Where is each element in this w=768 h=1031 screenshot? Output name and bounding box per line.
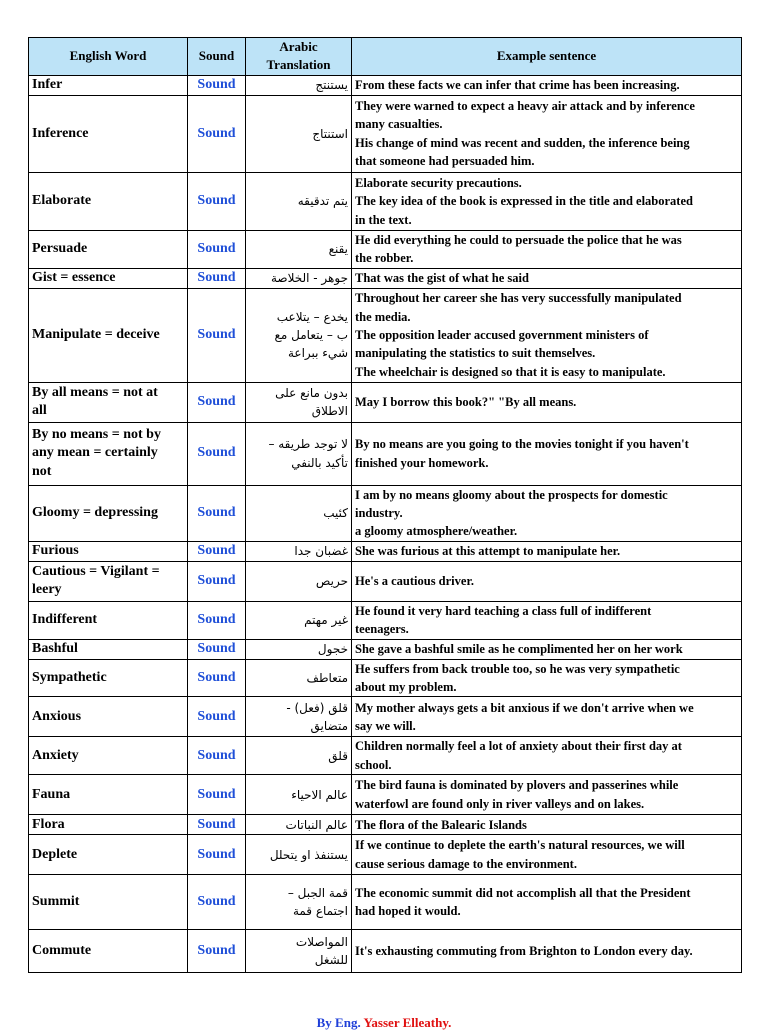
- arabic-translation-cell: [246, 875, 352, 930]
- english-word-cell: [29, 697, 188, 737]
- example-sentence-cell: [352, 268, 742, 288]
- english-word-cell-line: Elaborate: [32, 193, 92, 209]
- example-sentence-cell: [352, 382, 742, 422]
- sound-link[interactable]: Sound: [188, 775, 246, 815]
- english-word-cell-line: Deplete: [32, 846, 78, 862]
- english-word-cell: [29, 639, 188, 659]
- english-word-cell-line: By no means = not by: [32, 427, 161, 443]
- english-word-cell-line: not: [32, 463, 52, 479]
- example-sentence-cell-line: If we continue to deplete the earth's natural resources, we will: [355, 838, 685, 853]
- sound-link[interactable]: Sound: [188, 639, 246, 659]
- header-arabic-line2: Translation: [266, 57, 331, 73]
- english-word-cell-line: leery: [32, 582, 62, 598]
- example-sentence-cell: [352, 601, 742, 639]
- english-word-cell-line: Sympathetic: [32, 669, 107, 685]
- example-sentence-cell: [352, 561, 742, 601]
- header-arabic-line1: Arabic: [279, 39, 318, 54]
- example-sentence-cell: [352, 659, 742, 697]
- sound-link[interactable]: Sound: [188, 422, 246, 485]
- arabic-translation-cell-line: غضبان جدا: [294, 544, 348, 559]
- header-sound: Sound: [188, 38, 246, 76]
- english-word-cell-line: Summit: [32, 894, 80, 910]
- example-sentence-cell-line: He found it very hard teaching a class full of indifferent: [355, 603, 652, 618]
- arabic-translation-cell: [246, 95, 352, 172]
- english-word-cell: [29, 541, 188, 561]
- footer-by: By Eng.: [316, 1015, 361, 1030]
- example-sentence-cell-line: My mother always gets a bit anxious if we don't arrive when we: [355, 700, 694, 715]
- arabic-translation-cell-line: لا توجد طريقه –: [268, 437, 348, 452]
- example-sentence-cell: [352, 288, 742, 382]
- example-sentence-cell-line: Throughout her career she has very successfully manipulated: [355, 291, 682, 306]
- example-sentence-cell-line: He's a cautious driver.: [355, 574, 474, 589]
- sound-link[interactable]: Sound: [188, 268, 246, 288]
- arabic-translation-cell-line: عالم الاحياء: [291, 787, 348, 802]
- english-word-cell-line: Gist = essence: [32, 269, 116, 285]
- example-sentence-cell-line: that someone had persuaded him.: [355, 154, 535, 169]
- english-word-cell-line: Fauna: [32, 786, 71, 802]
- example-sentence-cell-line: in the text.: [355, 212, 412, 227]
- english-word-cell-line: Indifferent: [32, 612, 98, 628]
- vocabulary-body: [29, 75, 742, 972]
- example-sentence-cell-line: many casualties.: [355, 117, 443, 132]
- sound-link[interactable]: Sound: [188, 288, 246, 382]
- example-sentence-cell-line: The wheelchair is designed so that it is easy to manipulate.: [355, 364, 666, 379]
- english-word-cell: [29, 835, 188, 875]
- example-sentence-cell: [352, 639, 742, 659]
- arabic-translation-cell-line: كئيب: [323, 506, 348, 521]
- table-row: [29, 930, 742, 973]
- english-word-cell: [29, 382, 188, 422]
- english-word-cell-line: Persuade: [32, 241, 88, 257]
- arabic-translation-cell: [246, 172, 352, 230]
- table-row: [29, 230, 742, 268]
- table-row: [29, 601, 742, 639]
- english-word-cell-line: Manipulate = deceive: [32, 326, 160, 342]
- english-word-cell-line: all: [32, 403, 47, 419]
- sound-link[interactable]: Sound: [188, 697, 246, 737]
- english-word-cell: [29, 288, 188, 382]
- arabic-translation-cell-line: يقنع: [328, 242, 348, 257]
- arabic-translation-cell: [246, 422, 352, 485]
- arabic-translation-cell-line: خجول: [317, 641, 348, 656]
- arabic-translation-cell-line: حريص: [315, 574, 348, 589]
- footer-credit: [0, 1015, 768, 1031]
- vocabulary-table: [28, 37, 742, 973]
- arabic-translation-cell: [246, 930, 352, 973]
- example-sentence-cell-line: the media.: [355, 309, 411, 324]
- table-row: [29, 697, 742, 737]
- table-row: [29, 541, 742, 561]
- arabic-translation-cell-line: يستنفذ او يتحلل: [269, 847, 348, 862]
- example-sentence-cell-line: That was the gist of what he said: [355, 270, 529, 285]
- sound-link[interactable]: Sound: [188, 601, 246, 639]
- footer-author-name: Yasser Elleathy.: [363, 1015, 452, 1030]
- header-arabic-translation: [246, 38, 352, 76]
- english-word-cell: [29, 268, 188, 288]
- example-sentence-cell-line: They were warned to expect a heavy air attack and by inference: [355, 99, 695, 113]
- example-sentence-cell-line: The flora of the Balearic Islands: [355, 817, 527, 832]
- arabic-translation-cell-line: يتم تدقيقه: [297, 194, 348, 209]
- arabic-translation-cell-line: قلق: [328, 748, 348, 763]
- example-sentence-cell: [352, 875, 742, 930]
- arabic-translation-cell: [246, 815, 352, 835]
- arabic-translation-cell-line: قلق (فعل) -: [286, 700, 348, 715]
- example-sentence-cell-line: say we will.: [355, 718, 416, 733]
- example-sentence-cell-line: Elaborate security precautions.: [355, 175, 522, 190]
- sound-link[interactable]: Sound: [188, 485, 246, 541]
- sound-link[interactable]: Sound: [188, 561, 246, 601]
- table-row: [29, 561, 742, 601]
- table-row: [29, 172, 742, 230]
- arabic-translation-cell: [246, 485, 352, 541]
- english-word-cell-line: Inference: [32, 125, 89, 141]
- example-sentence-cell-line: She was furious at this attempt to manipulate her.: [355, 544, 621, 559]
- table-row: [29, 775, 742, 815]
- arabic-translation-cell: [246, 601, 352, 639]
- sound-link[interactable]: Sound: [188, 875, 246, 930]
- arabic-translation-cell: [246, 230, 352, 268]
- english-word-cell-line: Anxious: [32, 708, 82, 724]
- arabic-translation-cell: [246, 561, 352, 601]
- english-word-cell-line: Furious: [32, 543, 79, 559]
- arabic-translation-cell-line: متعاطف: [306, 670, 348, 685]
- example-sentence-cell: [352, 422, 742, 485]
- table-row: [29, 639, 742, 659]
- english-word-cell-line: Flora: [32, 816, 65, 832]
- arabic-translation-cell-line: قمة الجبل –: [287, 885, 348, 900]
- arabic-translation-cell: [246, 268, 352, 288]
- english-word-cell-line: any mean = certainly: [32, 445, 158, 461]
- example-sentence-cell: [352, 835, 742, 875]
- example-sentence-cell-line: From these facts we can infer that crime has been increasing.: [355, 78, 680, 93]
- english-word-cell-line: Bashful: [32, 640, 78, 656]
- example-sentence-cell-line: Children normally feel a lot of anxiety about their first day at: [355, 739, 682, 754]
- english-word-cell-line: Gloomy = depressing: [32, 505, 158, 521]
- arabic-translation-cell-line: استنتاج: [312, 126, 348, 141]
- arabic-translation-cell-line: يخدع – يتلاعب: [276, 309, 348, 324]
- example-sentence-cell-line: By no means are you going to the movies tonight if you haven't: [355, 437, 689, 452]
- english-word-cell: [29, 95, 188, 172]
- header-example-sentence: Example sentence: [352, 38, 742, 76]
- arabic-translation-cell-line: تأكيد بالنفي: [291, 455, 348, 470]
- table-row: [29, 737, 742, 775]
- example-sentence-cell: [352, 485, 742, 541]
- english-word-cell: [29, 601, 188, 639]
- example-sentence-cell: [352, 775, 742, 815]
- example-sentence-cell-line: His change of mind was recent and sudden, the inference being: [355, 135, 690, 150]
- example-sentence-cell: [352, 172, 742, 230]
- english-word-cell: [29, 75, 188, 95]
- example-sentence-cell-line: It's exhausting commuting from Brighton to London every day.: [355, 944, 693, 959]
- table-row: [29, 382, 742, 422]
- arabic-translation-cell-line: اجتماع قمة: [292, 904, 348, 919]
- table-row: [29, 288, 742, 382]
- arabic-translation-cell: [246, 737, 352, 775]
- arabic-translation-cell: [246, 659, 352, 697]
- example-sentence-cell: [352, 697, 742, 737]
- arabic-translation-cell-line: عالم النباتات: [285, 817, 348, 832]
- arabic-translation-cell-line: الاطلاق: [311, 404, 348, 419]
- arabic-translation-cell: [246, 639, 352, 659]
- example-sentence-cell-line: The bird fauna is dominated by plovers and passerines while: [355, 778, 679, 793]
- sound-link[interactable]: Sound: [188, 930, 246, 973]
- english-word-cell: [29, 422, 188, 485]
- sound-link[interactable]: Sound: [188, 75, 246, 95]
- example-sentence-cell-line: He suffers from back trouble too, so he was very sympathetic: [355, 661, 680, 676]
- example-sentence-cell: [352, 230, 742, 268]
- sound-link[interactable]: Sound: [188, 172, 246, 230]
- sound-link[interactable]: Sound: [188, 815, 246, 835]
- table-row: [29, 835, 742, 875]
- example-sentence-cell-line: I am by no means gloomy about the prospects for domestic: [355, 487, 668, 502]
- example-sentence-cell-line: manipulating the statistics to suit themselves.: [355, 346, 596, 361]
- table-row: [29, 95, 742, 172]
- example-sentence-cell: [352, 815, 742, 835]
- example-sentence-cell-line: school.: [355, 757, 392, 772]
- header-english-word: English Word: [29, 38, 188, 76]
- english-word-cell: [29, 230, 188, 268]
- arabic-translation-cell: [246, 835, 352, 875]
- arabic-translation-cell: [246, 382, 352, 422]
- example-sentence-cell: [352, 541, 742, 561]
- english-word-cell: [29, 485, 188, 541]
- english-word-cell: [29, 930, 188, 973]
- table-row: [29, 815, 742, 835]
- table-row: [29, 268, 742, 288]
- english-word-cell-line: Anxiety: [32, 747, 79, 763]
- arabic-translation-cell: [246, 697, 352, 737]
- english-word-cell-line: Cautious = Vigilant =: [32, 563, 160, 579]
- arabic-translation-cell: [246, 75, 352, 95]
- sound-link[interactable]: Sound: [188, 382, 246, 422]
- example-sentence-cell-line: waterfowl are found only in river valleys and on lakes.: [355, 796, 645, 811]
- english-word-cell: [29, 815, 188, 835]
- arabic-translation-cell: [246, 775, 352, 815]
- arabic-translation-cell-line: شيء ببراعة: [287, 346, 348, 361]
- sound-link[interactable]: Sound: [188, 659, 246, 697]
- english-word-cell-line: By all means = not at: [32, 384, 158, 400]
- arabic-translation-cell-line: متضايق: [310, 718, 348, 733]
- english-word-cell: [29, 172, 188, 230]
- english-word-cell-line: Infer: [32, 77, 63, 93]
- example-sentence-cell-line: had hoped it would.: [355, 904, 461, 919]
- sound-link[interactable]: Sound: [188, 737, 246, 775]
- table-row: [29, 75, 742, 95]
- arabic-translation-cell-line: ب – يتعامل مع: [274, 327, 348, 342]
- example-sentence-cell-line: industry.: [355, 506, 403, 521]
- english-word-cell-line: Commute: [32, 943, 92, 959]
- example-sentence-cell-line: She gave a bashful smile as he complimented her on her work: [355, 641, 683, 656]
- arabic-translation-cell-line: بدون مانع على: [275, 385, 348, 400]
- arabic-translation-cell: [246, 541, 352, 561]
- example-sentence-cell: [352, 95, 742, 172]
- sound-link[interactable]: Sound: [188, 835, 246, 875]
- example-sentence-cell-line: The economic summit did not accomplish all that the President: [355, 885, 691, 900]
- example-sentence-cell-line: May I borrow this book?" "By all means.: [355, 394, 577, 409]
- example-sentence-cell-line: the robber.: [355, 251, 414, 266]
- english-word-cell: [29, 659, 188, 697]
- english-word-cell: [29, 561, 188, 601]
- arabic-translation-cell-line: يستنتج: [315, 78, 348, 93]
- example-sentence-cell: [352, 75, 742, 95]
- arabic-translation-cell-line: للشغل: [314, 953, 348, 968]
- english-word-cell: [29, 775, 188, 815]
- example-sentence-cell-line: The opposition leader accused government ministers of: [355, 327, 649, 342]
- example-sentence-cell-line: The key idea of the book is expressed in the title and elaborated: [355, 194, 693, 209]
- table-row: [29, 422, 742, 485]
- english-word-cell: [29, 875, 188, 930]
- table-row: [29, 659, 742, 697]
- table-row: [29, 485, 742, 541]
- example-sentence-cell-line: teenagers.: [355, 622, 409, 637]
- sound-link[interactable]: Sound: [188, 95, 246, 172]
- example-sentence-cell-line: finished your homework.: [355, 455, 489, 470]
- arabic-translation-cell: [246, 288, 352, 382]
- arabic-translation-cell-line: المواصلات: [295, 934, 348, 949]
- header-row: [29, 38, 742, 76]
- arabic-translation-cell-line: جوهر - الخلاصة: [270, 270, 348, 285]
- example-sentence-cell: [352, 737, 742, 775]
- example-sentence-cell-line: a gloomy atmosphere/weather.: [355, 524, 518, 539]
- arabic-translation-cell-line: غير مهتم: [304, 613, 348, 628]
- sound-link[interactable]: Sound: [188, 541, 246, 561]
- example-sentence-cell-line: cause serious damage to the environment.: [355, 856, 577, 871]
- table-row: [29, 875, 742, 930]
- sound-link[interactable]: Sound: [188, 230, 246, 268]
- example-sentence-cell: [352, 930, 742, 973]
- example-sentence-cell-line: He did everything he could to persuade the police that he was: [355, 232, 682, 247]
- english-word-cell: [29, 737, 188, 775]
- example-sentence-cell-line: about my problem.: [355, 680, 457, 695]
